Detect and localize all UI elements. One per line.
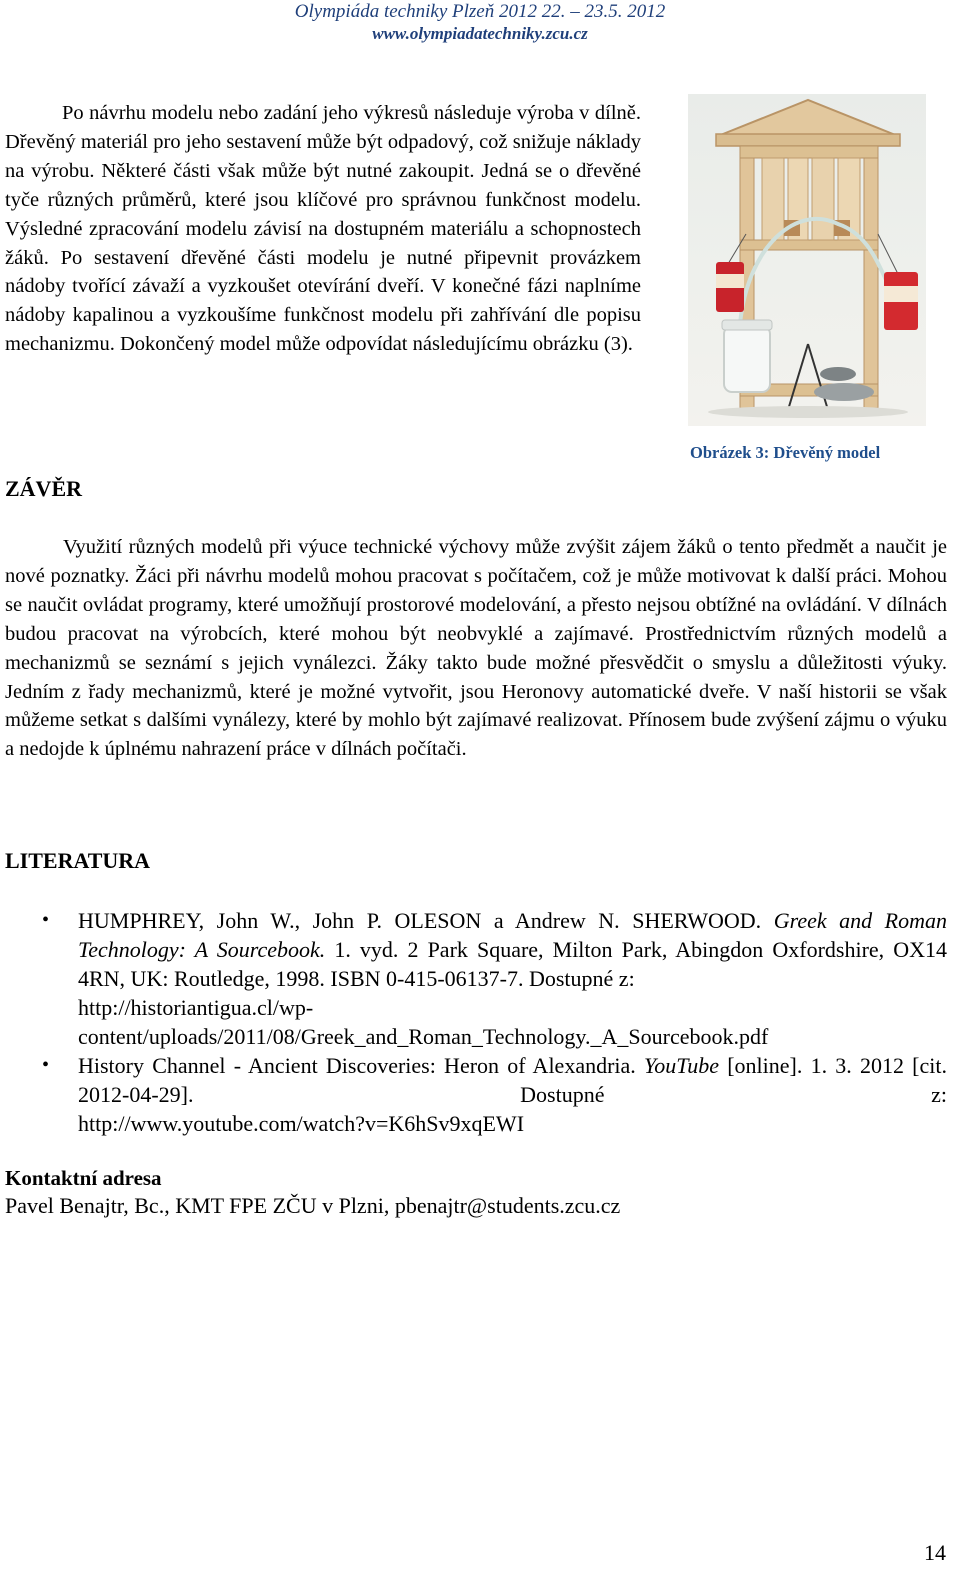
reference-list [78,906,947,1138]
page-number: 14 [924,1540,946,1565]
header-event-title: Olympiáda techniky Plzeň 2012 22. – 23.5. 2012 [294,1,666,22]
reference-title: YouTube [644,1053,720,1078]
wooden-model-illustration [688,94,926,426]
reference-title: Greek and Roman Technology: A Sourcebook. [78,908,947,962]
header-url: www.olympiadatechniky.zcu.cz [372,24,588,43]
reference-link[interactable]: content/uploads/2011/08/Greek_and_Roman_Technology._A_Sourcebook.pdf [78,1024,769,1049]
reference-link[interactable]: http://www.youtube.com/watch?v=K6hSv9xqEWI [78,1111,525,1136]
page-header [0,0,960,44]
reference-item: • History Channel - Ancient Discoveries: Heron of Alexandria. YouTube [online]. 1. 3. 2012 [cit. 2012-04-29]. Dostupné z: http://www.youtube.com/watch?v=K6hSv9xqEWI [78,1051,947,1138]
conclusion-heading: ZÁVĚR [5,476,83,501]
contact-address: Pavel Benajtr, Bc., KMT FPE ZČU v Plzni, pbenajtr@students.zcu.cz [5,1193,621,1218]
intro-paragraph: Po návrhu modelu nebo zadání jeho výkresů následuje výroba v dílně. Dřevěný materiál pro jeho sestavení může být odpadový, což snižuje náklady na výrobu. Některé části však může být nutné zakoupit. Jedná se o dřevěné tyče různých průměrů, které jsou klíčové pro správnou funkčnost modelu. Výsledné zpracování modelu závisí na dostupném materiálu a schopnostech žáků. Po sestavení dřevěné části modelu je nutné připevnit provázkem nádoby tvořící závaží a vyzkoušet otevírání dveří. V konečné fázi naplníme nádoby kapalinou a vyzkoušíme funkčnost modelu při zahřívání dle popisu mechanizmu. Dokončený model může odpovídat následujícímu obrázku (3). [5,102,641,356]
literature-heading: LITERATURA [5,848,151,873]
conclusion-paragraph: Využití různých modelů při výuce technické výchovy může zvýšit zájem žáků o tento předmět a naučit je nové poznatky. Žáci při návrhu modelů mohou pracovat s počítačem, což je může motivovat k další práci. Mohou se naučit ovládat programy, které umožňují prostorové modelování, a přesto nejsou obtížné na ovládání. V dílnách budou pracovat na výrobcích, které mohou být neobvyklé a zajímavé. Prostřednictvím různých modelů a mechanizmů se seznámí s jejich vynálezci. Žáky takto bude možné přesvědčit o smyslu a důležitosti výuky. Jedním z řady mechanizmů, které je možné vytvořit, jsou Heronovy automatické dveře. V naší historii se však můžeme setkat s dalšími vynálezy, které by mohlo být zajímavé realizovat. Přínosem bude zvýšení zájmu o výuku a nedojde k úplnému nahrazení práce v dílnách počítači. [5,536,947,761]
reference-link[interactable]: http://historiantigua.cl/wp- [78,995,314,1020]
contact-heading: Kontaktní adresa [5,1166,162,1190]
figure-caption: Obrázek 3: Dřevěný model [690,443,881,462]
wooden-model-photo [688,94,926,426]
reference-item: • HUMPHREY, John W., John P. OLESON a Andrew N. SHERWOOD. Greek and Roman Technology: A Sourcebook. 1. vyd. 2 Park Square, Milton Park, Abingdon Oxfordshire, OX14 4RN, UK: Routledge, 1998. ISBN 0-415-06137-7. Dostupné z: http://historiantigua.cl/wp- content/uploads/2011/08/Greek_and_Roman_Technology._A_Sourcebook.pdf [78,906,947,1051]
